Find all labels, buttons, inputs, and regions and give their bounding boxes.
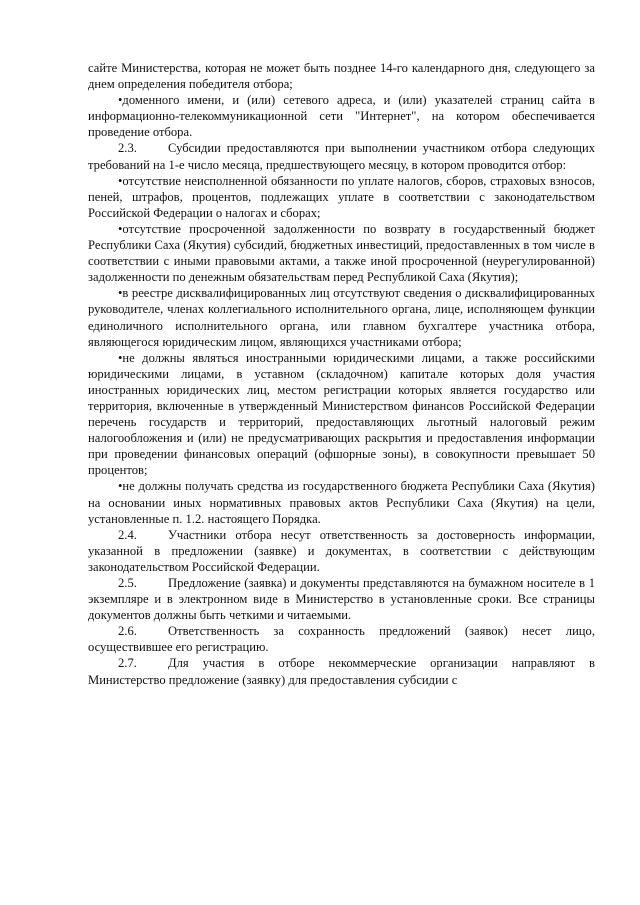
bullet-icon: • <box>118 221 123 236</box>
bullet-item <box>88 350 595 479</box>
numbered-clause <box>88 575 595 623</box>
paragraph-text: Участники отбора несут ответственность за достоверность информации, указанной в предложении (заявке) и документах, в соответствии с действующим законодательством Российской Федерации. <box>88 527 595 574</box>
paragraph-text: доменного имени, и (или) сетевого адреса, и (или) указателей страниц сайта в информационно-телекоммуникационной сети "Интернет", на котором обеспечивается проведение отбора. <box>88 93 595 140</box>
paragraph-text: Предложение (заявка) и документы представляются на бумажном носителе в 1 экземпляре и в электронном виде в Министерство в установленные сроки. Все страницы документов должны быть четкими и читаемыми. <box>88 576 595 623</box>
bullet-item <box>88 173 595 221</box>
bullet-item <box>88 221 595 285</box>
paragraph-text: Ответственность за сохранность предложений (заявок) несет лицо, осуществившее его регистрацию. <box>88 624 595 655</box>
bullet-icon: • <box>118 286 123 301</box>
bullet-icon: • <box>118 173 123 188</box>
bullet-icon: • <box>118 93 123 108</box>
bullet-item <box>88 92 595 140</box>
clause-number: 2.6. <box>118 624 137 639</box>
paragraph-text: Субсидии предоставляются при выполнении участником отбора следующих требований на 1-е число месяца, предшествующего месяцу, в котором проводится отбор: <box>88 141 595 172</box>
clause-number: 2.3. <box>118 141 137 156</box>
document-page <box>88 60 595 688</box>
clause-number: 2.7. <box>118 656 137 671</box>
bullet-item <box>88 285 595 349</box>
paragraph-continuation <box>88 60 595 92</box>
clause-number: 2.4. <box>118 527 137 542</box>
numbered-clause <box>88 140 595 172</box>
paragraph-text: не должны являться иностранными юридическими лицами, а также российскими юридическими лицами, в уставном (складочном) капитале которых доля участия иностранных юридических лиц, местом регистрации которых является государство или территория, включенные в утвержденный Министерством финансов Российской Федерации перечень государств и территорий, предоставляющих льготный налоговый режим налогообложения и (или) не предусматривающих раскрытия и предоставления информации при проведении финансовых операций (офшорные зоны), в совокупности превышает 50 процентов; <box>88 350 595 478</box>
bullet-item <box>88 478 595 526</box>
paragraph-text: не должны получать средства из государственного бюджета Республики Саха (Якутия) на основании иных нормативных правовых актов Республики Саха (Якутия) на цели, установленные п. 1.2. настоящего Порядка. <box>88 479 595 526</box>
bullet-icon: • <box>118 479 123 494</box>
numbered-clause <box>88 527 595 575</box>
numbered-clause <box>88 623 595 655</box>
paragraph-text: сайте Министерства, которая не может быть позднее 14-го календарного дня, следующего за днем определения победителя отбора; <box>88 61 595 92</box>
bullet-icon: • <box>118 350 123 365</box>
paragraph-text: в реестре дисквалифицированных лиц отсутствуют сведения о дисквалифицированных руководителе, членах коллегиального исполнительного органа, лице, исполняющем функции единоличного исполнительного органа, или главном бухгалтере участника отбора, являющегося юридическим лицом, являющихся участниками отбора; <box>88 286 595 349</box>
numbered-clause <box>88 655 595 687</box>
paragraph-text: Для участия в отборе некоммерческие организации направляют в Министерство предложение (заявку) для предоставления субсидии с <box>88 656 595 687</box>
paragraph-text: отсутствие неисполненной обязанности по уплате налогов, сборов, страховых взносов, пеней, штрафов, процентов, подлежащих уплате в соответствии с законодательством Российской Федерации о налогах и сборах; <box>88 173 595 220</box>
clause-number: 2.5. <box>118 576 137 590</box>
paragraph-text: отсутствие просроченной задолженности по возврату в государственный бюджет Республики Саха (Якутия) субсидий, бюджетных инвестиций, предоставленных в том числе в соответствии с иными правовыми актами, а также иной просроченной (неурегулированной) задолженности по денежным обязательствам перед Республикой Саха (Якутия); <box>88 221 595 285</box>
